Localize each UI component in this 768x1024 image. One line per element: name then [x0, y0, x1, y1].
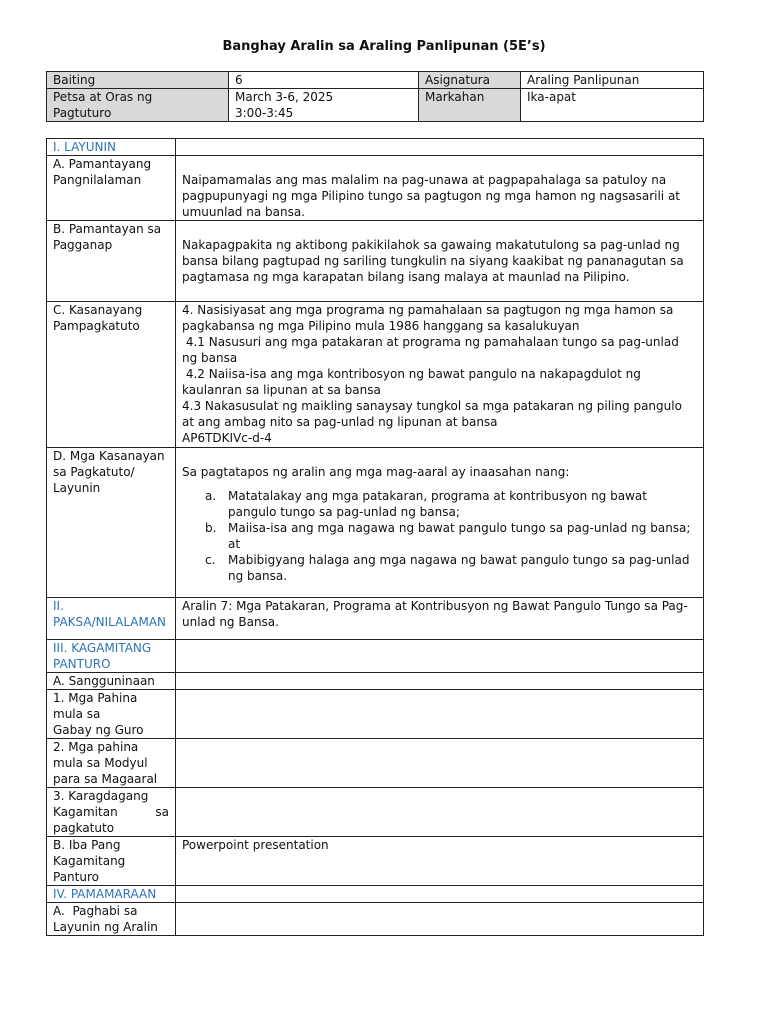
label-line: C. Kasanayang	[53, 303, 143, 317]
pamamaraan-label: IV. PAMAMARAAN	[47, 886, 176, 903]
label-line: para sa Magaaral	[53, 772, 158, 786]
label-line: 2. Mga pahina	[53, 740, 139, 754]
competency-code: AP6TDKIVc-d-4	[182, 431, 272, 445]
sanggunian-empty	[176, 673, 704, 690]
petsa-value-date: March 3-6, 2025	[235, 90, 334, 104]
label-line: III. KAGAMITANG	[53, 641, 152, 655]
mga-kasanayan-label	[47, 448, 176, 598]
row-mga-kasanayan	[47, 448, 704, 598]
row-paghabi	[47, 903, 704, 936]
list-item	[205, 488, 697, 520]
label-line: pagkatuto	[53, 821, 115, 835]
row-sanggunian	[47, 673, 704, 690]
competency-line: 4. Nasisiyasat ang mga programa ng pamahalaan sa pagtugon ng mga hamon sa pagkabansa ng mga Pilipino mula 1986 hanggang sa kasalukuyan	[182, 303, 674, 333]
competency-line: 4.2 Naiisa-isa ang mga kontribosyon ng bawat pangulo na nakapagdulot ng kaulanran sa lipunan at sa bansa	[182, 367, 645, 397]
label-line: sa Pagkatuto/	[53, 465, 135, 479]
header-row-date	[47, 89, 704, 122]
kasanayang-pampagkatuto-text	[176, 302, 704, 448]
label-line: Kagamitan sa	[53, 805, 169, 819]
gabay-guro-empty	[176, 690, 704, 739]
header-info-table	[46, 71, 704, 122]
pamamaraan-empty	[176, 886, 704, 903]
row-kagamitang-panturo	[47, 640, 704, 673]
label-line: Kagamitang	[53, 854, 126, 868]
kagamitang-panturo-label	[47, 640, 176, 673]
paksa-text: Aralin 7: Mga Patakaran, Programa at Kontribusyon ng Bawat Pangulo Tungo sa Pag-unlad ng Bansa.	[176, 598, 704, 640]
list-marker: a.	[205, 489, 217, 503]
row-layunin	[47, 139, 704, 156]
list-marker: c.	[205, 553, 216, 567]
gabay-guro-label	[47, 690, 176, 739]
label-line: Pangnilalaman	[53, 173, 142, 187]
sanggunian-label: A. Sangguninaan	[47, 673, 176, 690]
label-line: Pampagkatuto	[53, 319, 140, 333]
label-line: mula sa	[53, 707, 101, 721]
competency-line: 4.1 Nasusuri ang mga patakaran at programa ng pamahalaan tungo sa pag-unlad ng bansa	[182, 335, 683, 365]
label-line: mula sa Modyul	[53, 756, 148, 770]
modyul-empty	[176, 739, 704, 788]
label-line: II.	[53, 599, 64, 613]
asignatura-label: Asignatura	[419, 72, 521, 89]
row-kasanayang-pampagkatuto	[47, 302, 704, 448]
pamantayan-pagganap-text: Nakapagpakita ng aktibong pakikilahok sa gawaing makatutulong sa pag-unlad ng bansa bilang pagtupad ng sariling tungkulin na siyang kaakibat ng pananagutan sa pagtamasa ng mga karapatan bilang isang malaya at maunlad na Pilipino.	[176, 221, 704, 302]
list-marker: b.	[205, 521, 217, 535]
row-karagdagang	[47, 788, 704, 837]
iba-pang-kagamitan-label	[47, 837, 176, 886]
kagamitang-panturo-empty	[176, 640, 704, 673]
label-line: A. Paghabi sa	[53, 904, 138, 918]
row-pamantayang-pangnilalaman	[47, 156, 704, 221]
label-line: Panturo	[53, 870, 99, 884]
list-text: Mabibigyang halaga ang mga nagawa ng bawat pangulo tungo sa pag-unlad ng bansa.	[228, 553, 690, 583]
label-line: Gabay ng Guro	[53, 723, 144, 737]
label-line: Layunin ng Aralin	[53, 920, 158, 934]
list-item	[205, 552, 697, 584]
list-text: Maiisa-isa ang mga nagawa ng bawat pangulo tungo sa pag-unlad ng bansa; at	[228, 521, 691, 551]
petsa-label-line1: Petsa at Oras ng	[53, 90, 153, 104]
label-line: B. Iba Pang	[53, 838, 121, 852]
petsa-label-line2: Pagtuturo	[53, 106, 112, 120]
asignatura-value: Araling Panlipunan	[521, 72, 704, 89]
paghabi-label	[47, 903, 176, 936]
competency-line: 4.3 Nakasusulat ng maikling sanaysay tungkol sa mga patakaran ng piling pangulo at ang ambag nito sa pag-unlad ng lipunan at bansa	[182, 399, 682, 429]
label-line: Pagganap	[53, 238, 113, 252]
lesson-plan-table	[46, 138, 704, 936]
row-paksa	[47, 598, 704, 640]
label-line: A. Pamantayang	[53, 157, 152, 171]
paghabi-empty	[176, 903, 704, 936]
label-line: Layunin	[53, 481, 101, 495]
label-line: PAKSA/NILALAMAN	[53, 615, 167, 629]
objectives-lead: Sa pagtatapos ng aralin ang mga mag-aaral ay inaasahan nang:	[182, 465, 570, 479]
document-title: Banghay Aralin sa Araling Panlipunan (5E’s)	[222, 39, 546, 54]
karagdagang-empty	[176, 788, 704, 837]
paksa-label	[47, 598, 176, 640]
baiting-label: Baiting	[47, 72, 229, 89]
pamantayan-pagganap-label	[47, 221, 176, 302]
markahan-value: Ika-apat	[521, 89, 704, 122]
row-modyul	[47, 739, 704, 788]
list-text: Matatalakay ang mga patakaran, programa at kontribusyon ng bawat pangulo tungo sa pag-unlad ng bansa;	[228, 489, 647, 519]
baiting-value: 6	[229, 72, 419, 89]
markahan-label: Markahan	[419, 89, 521, 122]
kasanayang-pampagkatuto-label	[47, 302, 176, 448]
row-pamantayan-pagganap	[47, 221, 704, 302]
petsa-label	[47, 89, 229, 122]
label-line: PANTURO	[53, 657, 111, 671]
pamantayang-pangnilalaman-label	[47, 156, 176, 221]
petsa-value-time: 3:00-3:45	[235, 106, 294, 120]
list-item	[205, 520, 697, 552]
row-iba-pang-kagamitan	[47, 837, 704, 886]
label-line: D. Mga Kasanayan	[53, 449, 165, 463]
mga-kasanayan-content	[176, 448, 704, 598]
iba-pang-kagamitan-text: Powerpoint presentation	[176, 837, 704, 886]
label-line: B. Pamantayan sa	[53, 222, 162, 236]
header-row-grade	[47, 72, 704, 89]
label-line: 1. Mga Pahina	[53, 691, 138, 705]
modyul-label	[47, 739, 176, 788]
section-layunin-empty	[176, 139, 704, 156]
pamantayang-pangnilalaman-text: Naipamamalas ang mas malalim na pag-unawa at pagpapahalaga sa patuloy na pagpupunyagi ng mga Pilipino tungo sa pagtugon ng mga hamon ng nagsasarili at umuunlad na bansa.	[176, 156, 704, 221]
row-pamamaraan	[47, 886, 704, 903]
row-gabay-guro	[47, 690, 704, 739]
petsa-value	[229, 89, 419, 122]
karagdagang-label	[47, 788, 176, 837]
label-line: 3. Karagdagang	[53, 789, 149, 803]
objectives-list	[182, 488, 697, 584]
section-layunin-label: I. LAYUNIN	[47, 139, 176, 156]
